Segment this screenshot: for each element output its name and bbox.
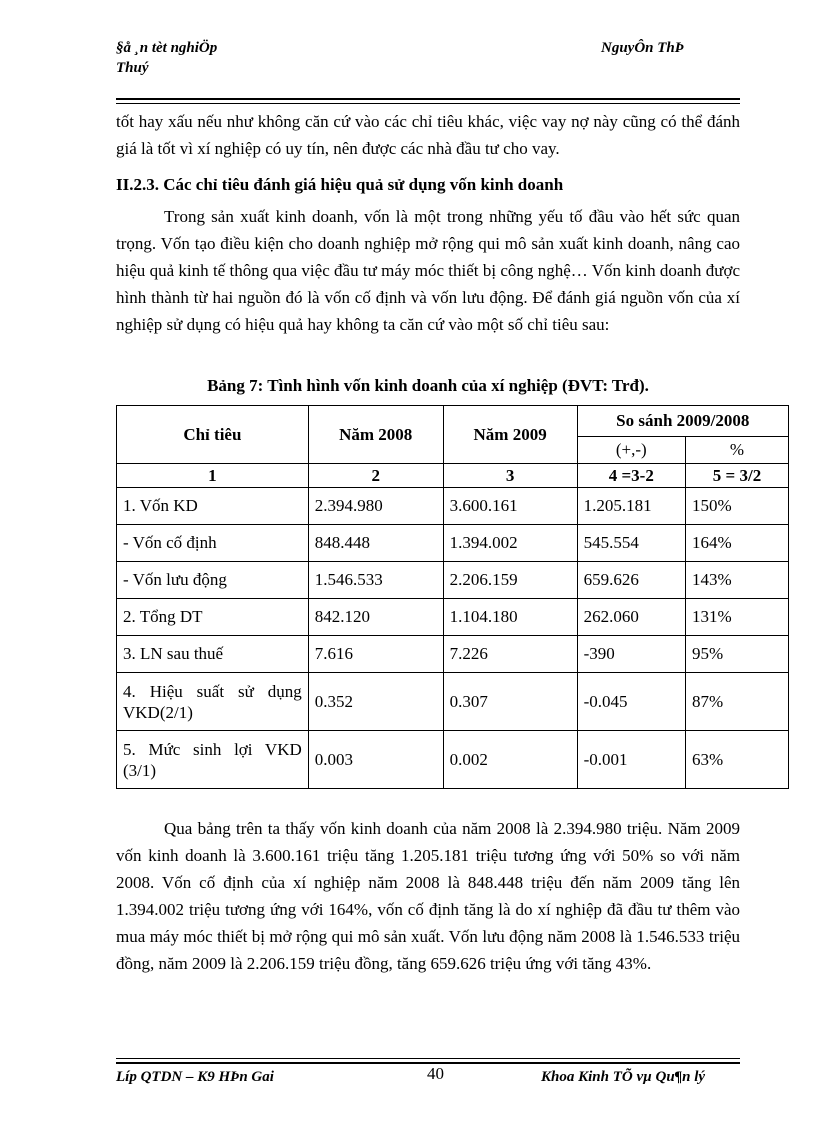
table-row [117,673,789,731]
table-row [117,636,789,673]
value-diff: -0.001 [577,731,685,789]
row-label: 2. Tổng DT [117,599,309,636]
header-left-line2: Thuý [116,60,149,76]
value-diff: -0.045 [577,673,685,731]
footer-rule-thin [116,1058,740,1059]
number-cell: 2 [308,464,443,488]
section-heading: II.2.3. Các chỉ tiêu đánh giá hiệu quả sử dụng vốn kinh doanh [116,175,564,194]
row-label: - Vốn cố định [117,525,309,562]
header-rule-thin [116,103,740,104]
page-number: 40 [427,1064,444,1083]
value-pct: 150% [686,488,789,525]
value-2009: 0.002 [443,731,577,789]
value-pct: 95% [686,636,789,673]
header-left-line1: §å ¸n tèt nghiÖp [116,40,218,56]
value-2009: 7.226 [443,636,577,673]
value-diff: -390 [577,636,685,673]
value-diff: 262.060 [577,599,685,636]
table-row [117,562,789,599]
value-2008: 1.546.533 [308,562,443,599]
row-label: 5. Mức sinh lợi VKD (3/1) [117,731,309,789]
value-pct: 164% [686,525,789,562]
header-right-author: NguyÔn ThÞ [601,40,684,56]
value-2009: 2.206.159 [443,562,577,599]
row-label: 4. Hiệu suất sử dụng VKD(2/1) [117,673,309,731]
number-cell: 1 [117,464,309,488]
table-row [117,731,789,789]
value-2009: 3.600.161 [443,488,577,525]
table-numbering-row [117,464,789,488]
value-2009: 1.104.180 [443,599,577,636]
table-row [117,599,789,636]
value-pct: 63% [686,731,789,789]
table-row [117,525,789,562]
value-diff: 545.554 [577,525,685,562]
value-2009: 1.394.002 [443,525,577,562]
value-2008: 2.394.980 [308,488,443,525]
subheader-diff: (+,-) [577,437,685,464]
row-label: 3. LN sau thuế [117,636,309,673]
subheader-pct: % [686,437,789,464]
capital-table [116,405,789,789]
footer-class-label: Líp QTDN – K9 HÞn Gai [116,1069,274,1085]
number-cell: 5 = 3/2 [686,464,789,488]
number-cell: 4 =3-2 [577,464,685,488]
value-2009: 0.307 [443,673,577,731]
header-rule-thick [116,98,740,100]
footer-faculty-label: Khoa Kinh TÕ vµ Qu¶n lý [541,1069,706,1085]
header-year-2009: Năm 2009 [443,406,577,464]
row-label: - Vốn lưu động [117,562,309,599]
value-2008: 848.448 [308,525,443,562]
value-2008: 0.003 [308,731,443,789]
value-pct: 143% [686,562,789,599]
paragraph-continuation: tốt hay xấu nếu như không căn cứ vào các chỉ tiêu khác, việc vay nợ này cũng có thể đánh giá là tốt vì xí nghiệp có uy tín, nên được các nhà đầu tư cho vay. [116,112,740,158]
value-diff: 659.626 [577,562,685,599]
header-compare: So sánh 2009/2008 [577,406,788,437]
row-label: 1. Vốn KD [117,488,309,525]
paragraph-intro: Trong sản xuất kinh doanh, vốn là một trong những yếu tố đầu vào hết sức quan trọng. Vốn tạo điều kiện cho doanh nghiệp mở rộng qui mô sản xuất kinh doanh, nâng cao hiệu quả kinh tế thông qua việc đầu tư máy móc thiết bị công nghệ… Vốn kinh doanh được hình thành từ hai nguồn đó là vốn cố định và vốn lưu động. Để đánh giá nguồn vốn của xí nghiệp sử dụng có hiệu quả hay không ta căn cứ vào một số chỉ tiêu sau: [116,207,740,334]
header-left-title [116,38,316,78]
header-indicator: Chỉ tiêu [117,406,309,464]
value-2008: 842.120 [308,599,443,636]
value-2008: 0.352 [308,673,443,731]
value-diff: 1.205.181 [577,488,685,525]
table-row [117,488,789,525]
number-cell: 3 [443,464,577,488]
table-header-row [117,406,789,437]
paragraph-analysis: Qua bảng trên ta thấy vốn kinh doanh của năm 2008 là 2.394.980 triệu. Năm 2009 vốn kinh doanh là 3.600.161 triệu tăng 1.205.181 triệu tương ứng với 50% so với năm 2008. Vốn cố định của xí nghiệp năm 2008 là 848.448 triệu đến năm 2009 tăng lên 1.394.002 triệu tương ứng với 164%, vốn cố định tăng là do xí nghiệp đã đầu tư thêm vào mua máy móc thiết bị mở rộng qui mô sản xuất. Vốn lưu động năm 2008 là 1.546.533 triệu đồng, năm 2009 là 2.206.159 triệu đồng, tăng 659.626 triệu ứng với tăng 43%. [116,819,740,973]
value-pct: 87% [686,673,789,731]
table-caption: Bảng 7: Tình hình vốn kinh doanh của xí nghiệp (ĐVT: Trđ). [207,376,649,395]
header-year-2008: Năm 2008 [308,406,443,464]
value-2008: 7.616 [308,636,443,673]
value-pct: 131% [686,599,789,636]
